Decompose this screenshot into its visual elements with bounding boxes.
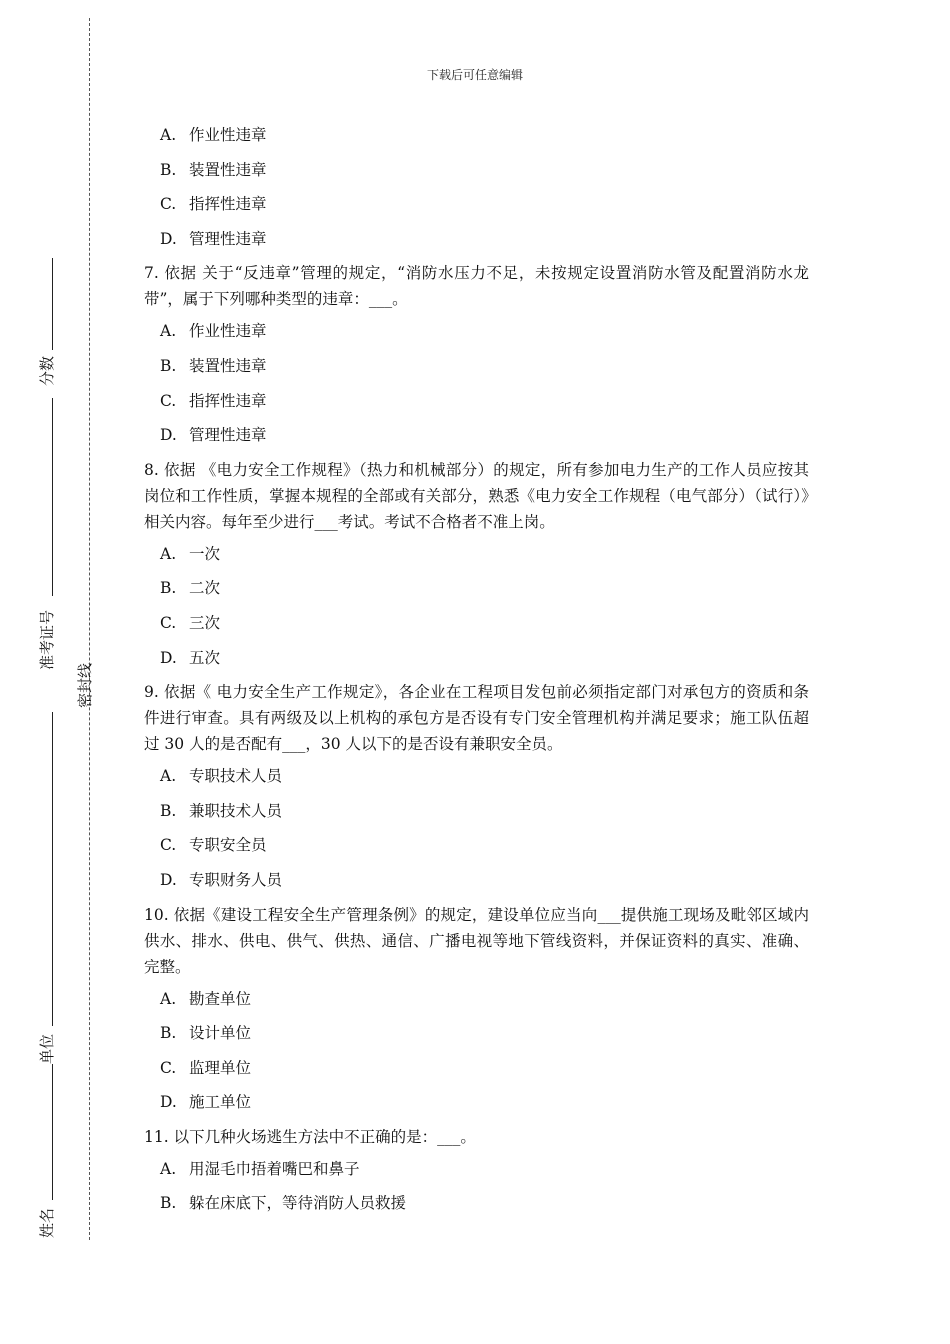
score-label: 分数 — [38, 355, 56, 386]
question-8: 8. 依据 《电力安全工作规程》（热力和机械部分）的规定，所有参加电力生产的工作人员应按其岗位和工作性质，掌握本规程的全部或有关部分，熟悉《电力安全工作规程（电气部分）（试行）》相关内容。每年至少进行___考试。考试不合格者不准上岗。 — [144, 460, 809, 531]
option: B. 设计单位 — [160, 1024, 252, 1043]
option: D. 管理性违章 — [160, 426, 267, 445]
unit-underline — [52, 712, 53, 1026]
unit-label: 单位 — [38, 1033, 56, 1064]
exam-id-underline — [52, 398, 53, 596]
option: D. 管理性违章 — [160, 229, 267, 248]
option: A. 专职技术人员 — [160, 767, 283, 786]
name-underline — [52, 1064, 53, 1200]
option: C. 三次 — [160, 613, 221, 632]
option: B. 装置性违章 — [160, 160, 267, 179]
option: C. 指挥性违章 — [160, 195, 267, 214]
option: C. 专职安全员 — [160, 836, 267, 855]
option: A. 勘查单位 — [160, 989, 252, 1008]
option: D. 五次 — [160, 648, 221, 667]
question-7: 7. 依据 关于“反违章”管理的规定，“消防水压力不足，未按规定设置消防水管及配置消防水龙带”，属于下列哪种类型的违章：___。 — [144, 264, 809, 309]
option: A. 一次 — [160, 544, 221, 563]
score-underline — [52, 258, 53, 350]
option: C. 监理单位 — [160, 1058, 252, 1077]
option: D. 专职财务人员 — [160, 870, 283, 889]
seal-line-label: 密封线 — [76, 662, 94, 708]
option: B. 装置性违章 — [160, 356, 267, 375]
question-11: 11. 以下几种火场逃生方法中不正确的是：___。 — [144, 1127, 476, 1146]
binding-dashed-line — [89, 18, 90, 1240]
question-content — [144, 122, 809, 1225]
option: C. 指挥性违章 — [160, 391, 267, 410]
option: B. 兼职技术人员 — [160, 801, 283, 820]
option: B. 躲在床底下，等待消防人员救援 — [160, 1194, 407, 1213]
exam-id-label: 准考证号 — [38, 609, 56, 670]
option: A. 作业性违章 — [160, 126, 267, 144]
option: B. 二次 — [160, 579, 221, 598]
option: D. 施工单位 — [160, 1093, 252, 1112]
question-9: 9. 依据《 电力安全生产工作规定》，各企业在工程项目发包前必须指定部门对承包方的资质和条件进行审查。具有两级及以上机构的承包方是否设有专门安全管理机构并满足要求；施工队伍超过 30 人的是否配有___，30 人以下的是否设有兼职安全员。 — [144, 683, 809, 754]
name-label: 姓名 — [38, 1207, 56, 1238]
option: A. 作业性违章 — [160, 322, 267, 341]
page-header: 下载后可任意编辑 — [426, 68, 523, 82]
option: A. 用湿毛巾捂着嘴巴和鼻子 — [160, 1159, 360, 1178]
question-10: 10. 依据《建设工程安全生产管理条例》的规定，建设单位应当向___提供施工现场及毗邻区域内供水、排水、供电、供气、供热、通信、广播电视等地下管线资料，并保证资料的真实、准确、完整。 — [144, 905, 809, 976]
